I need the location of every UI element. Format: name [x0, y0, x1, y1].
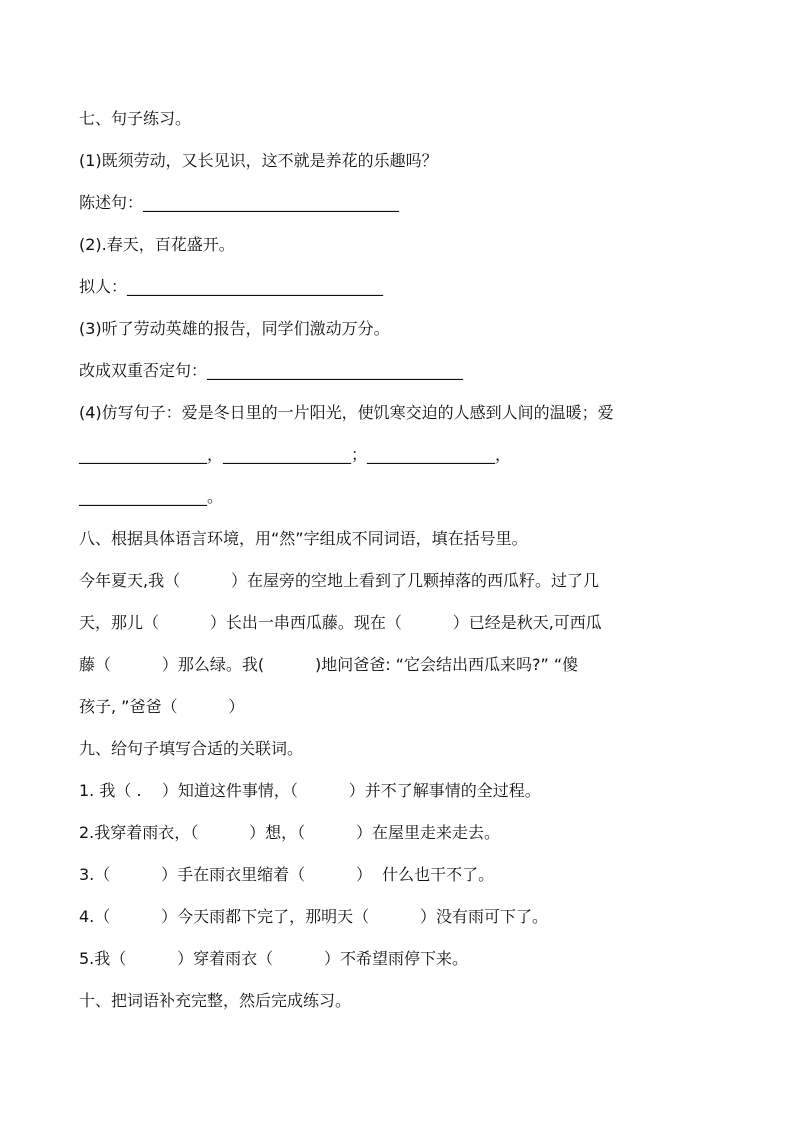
section-7-item-3-answer-line: 改成双重否定句：________________________________: [79, 361, 464, 380]
section-8-paragraph-line-4: 孩子, ”爸爸（ ）: [79, 697, 245, 716]
section-9-heading: 九、给句子填写合适的关联词。: [79, 739, 304, 758]
section-7-item-2-answer-line: 拟人：________________________________: [79, 277, 384, 296]
section-9-item-2: 2.我穿着雨衣，（ ）想，（ ）在屋里走来走去。: [79, 823, 500, 842]
section-8-paragraph-line-3: 藤（ ）那么绿。我( )地问爸爸: “它会结出西瓜来吗?” “傻: [79, 655, 579, 674]
section-7-item-2: (2).春天，百花盛开。: [79, 235, 235, 254]
section-8-heading: 八、根据具体语言环境，用“然”字组成不同词语，填在括号里。: [79, 529, 528, 548]
section-7-item-3: (3)听了劳动英雄的报告，同学们激动万分。: [79, 319, 390, 338]
section-10-heading: 十、把词语补充完整，然后完成练习。: [79, 991, 352, 1010]
section-7-item-4: (4)仿写句子：爱是冬日里的一片阳光，使饥寒交迫的人感到人间的温暖；爱: [79, 403, 614, 422]
section-9-item-4: 4.（ ）今天雨都下完了，那明天（ ）没有雨可下了。: [79, 907, 548, 926]
section-7-item-4-answer-line-1: ________________，________________；________________，: [79, 445, 512, 464]
section-7-heading: 七、句子练习。: [79, 109, 192, 128]
section-8-paragraph-line-1: 今年夏天,我（ ）在屋旁的空地上看到了几颗掉落的西瓜籽。过了几: [79, 571, 599, 590]
section-7-item-1: (1)既须劳动，又长见识，这不就是养花的乐趣吗？: [79, 151, 438, 170]
section-8-paragraph-line-2: 天，那儿（ ）长出一串西瓜藤。现在（ ）已经是秋天,可西瓜: [79, 613, 602, 632]
section-7-item-4-answer-line-2: ________________。: [79, 487, 224, 506]
section-9-item-5: 5.我（ ）穿着雨衣（ ）不希望雨停下来。: [79, 949, 468, 968]
section-9-item-1: 1. 我（ . ）知道这件事情，（ ）并不了解事情的全过程。: [79, 781, 541, 800]
section-9-item-3: 3.（ ）手在雨衣里缩着（ ） 什么也干不了。: [79, 865, 495, 884]
section-7-item-1-answer-line: 陈述句：________________________________: [79, 193, 400, 212]
